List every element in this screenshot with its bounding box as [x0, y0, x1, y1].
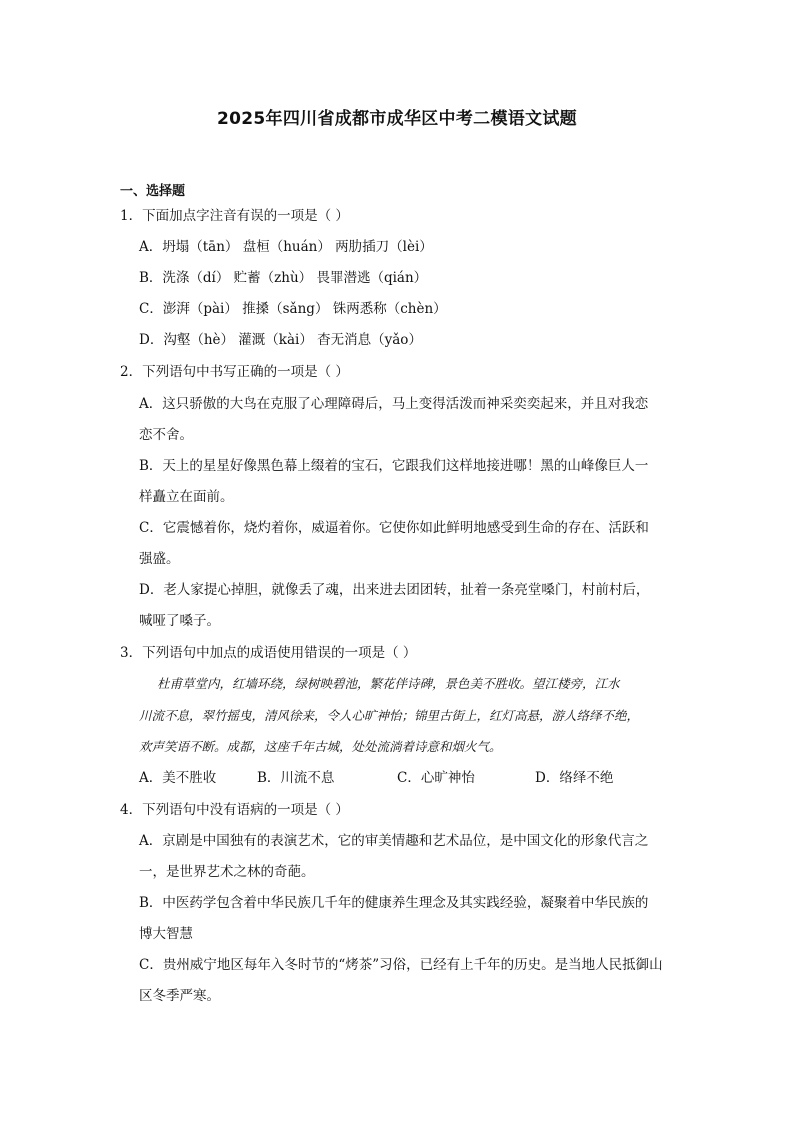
- question-3-options: [139, 768, 699, 788]
- question-2-line: 恋不舍。: [139, 427, 193, 443]
- question-4-line: 区冬季严寒。: [139, 988, 220, 1004]
- question-2-line: C．它震憾着你，烧灼着你，威逼着你。它使你如此鲜明地感受到生命的存在、活跃和: [139, 520, 649, 536]
- question-3-stem: 3．下列语句中加点的成语使用错误的一项是（ ）: [120, 645, 417, 661]
- question-1-option-c: C．澎湃（pài） 推搡（sǎng） 铢两悉称（chèn）: [139, 301, 447, 317]
- question-2-line: A．这只骄傲的大鸟在克服了心理障碍后，马上变得活泼而神采奕奕起来，并且对我恋: [139, 396, 649, 412]
- question-4-line: A．京剧是中国独有的表演艺术，它的审美情趣和艺术品位，是中国文化的形象代言之: [139, 833, 649, 849]
- question-2-line: 喊哑了嗓子。: [139, 613, 220, 629]
- question-2-line: 样矗立在面前。: [139, 489, 234, 505]
- question-2-line: D．老人家提心掉胆，就像丢了魂，出来进去团团转，扯着一条亮堂嗓门，村前村后，: [139, 582, 650, 598]
- question-2-line: 强盛。: [139, 551, 180, 567]
- question-1-stem: 1．下面加点字注音有误的一项是（ ）: [120, 208, 349, 224]
- question-3-passage-line: 欢声笑语不断。成都，这座千年古城，处处流淌着诗意和烟火气。: [139, 739, 502, 754]
- question-3-passage-line: 杜甫草堂内，红墙环绕，绿树映碧池，繁花伴诗碑，景色美不胜收。望江楼旁，江水: [157, 676, 620, 691]
- question-3-option-a: A．美不胜收: [139, 770, 217, 786]
- question-3-passage-line: 川流不息，翠竹摇曳，清风徐来，令人心旷神怡；锦里古街上，红灯高悬，游人络绎不绝，: [139, 708, 640, 723]
- section-heading: 一、选择题: [120, 184, 186, 199]
- question-4-line: B．中医药学包含着中华民族几千年的健康养生理念及其实践经验，凝聚着中华民族的: [139, 895, 649, 911]
- question-4-stem: 4．下列语句中没有语病的一项是（ ）: [120, 802, 349, 818]
- question-3-option-d: D．络绎不绝: [535, 770, 614, 786]
- question-4-line: C．贵州威宁地区每年入冬时节的“烤茶”习俗，已经有上千年的历史。是当地人民抵御山: [139, 957, 663, 973]
- question-3-option-c: C．心旷神怡: [397, 770, 475, 786]
- page-title: 2025年四川省成都市成华区中考二模语文试题: [217, 109, 577, 129]
- question-2-line: B．天上的星星好像黑色幕上缀着的宝石，它跟我们这样地接进哪！黑的山峰像巨人一: [139, 458, 649, 474]
- question-1-option-d: D．沟壑（hè） 灌溉（kài） 杳无消息（yǎo）: [139, 332, 422, 348]
- question-4-line: 博大智慧: [139, 926, 193, 942]
- question-1-option-a: A．坍塌（tān） 盘桓（huán） 两肋插刀（lèi）: [139, 239, 433, 255]
- question-4-line: 一，是世界艺术之林的奇葩。: [139, 864, 315, 880]
- question-2-stem: 2．下列语句中书写正确的一项是（ ）: [120, 364, 349, 380]
- question-3-option-b: B．川流不息: [257, 770, 335, 786]
- question-1-option-b: B．洗涤（dí） 贮蓄（zhù） 畏罪潜逃（qián）: [139, 270, 428, 286]
